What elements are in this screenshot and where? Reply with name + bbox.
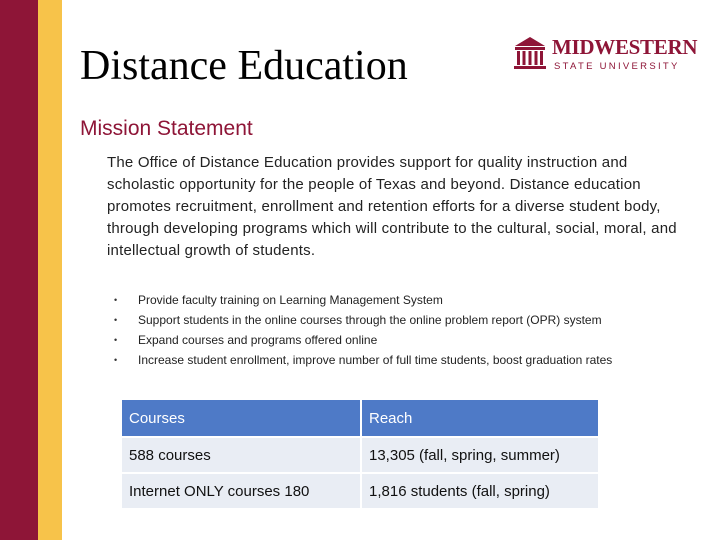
table-cell: 1,816 students (fall, spring): [361, 473, 599, 509]
table-row: [121, 473, 599, 509]
bullet-icon: •: [114, 295, 118, 305]
university-logo: [512, 34, 698, 76]
column-header-courses: Courses: [121, 399, 361, 437]
bullet-icon: •: [114, 335, 118, 345]
goals-list: [112, 290, 692, 370]
table-cell: 588 courses: [121, 437, 361, 473]
university-building-icon: [512, 34, 548, 70]
logo-subtitle: STATE UNIVERSITY: [554, 61, 680, 72]
left-gold-bar: [38, 0, 62, 540]
column-header-reach: Reach: [361, 399, 599, 437]
left-maroon-bar: [0, 0, 38, 540]
list-item-text: Support students in the online courses through the online problem report (OPR) system: [138, 313, 602, 327]
list-item-text: Expand courses and programs offered online: [138, 333, 378, 347]
courses-reach-table: [120, 398, 600, 510]
table-row: [121, 437, 599, 473]
list-item: [112, 350, 692, 370]
table-cell: 13,305 (fall, spring, summer): [361, 437, 599, 473]
list-item: [112, 310, 692, 330]
list-item-text: Increase student enrollment, improve number of full time students, boost graduation rates: [138, 353, 613, 367]
mission-heading: Mission Statement: [80, 117, 253, 140]
slide-title: Distance Education: [80, 43, 408, 89]
bullet-icon: •: [114, 315, 118, 325]
list-item: [112, 290, 692, 310]
table-cell: Internet ONLY courses 180: [121, 473, 361, 509]
bullet-icon: •: [114, 355, 118, 365]
table-header-row: [121, 399, 599, 437]
logo-wordmark: MIDWESTERN: [552, 35, 698, 59]
list-item: [112, 330, 692, 350]
list-item-text: Provide faculty training on Learning Management System: [138, 293, 443, 307]
mission-statement: The Office of Distance Education provides support for quality instruction and scholastic opportunity for the people of Texas and beyond. Distance education promotes recruitment, enrollment and retention efforts for a diverse student body, through developing programs which will contribute to the cultural, social, moral, and intellectual growth of students.: [107, 154, 677, 259]
